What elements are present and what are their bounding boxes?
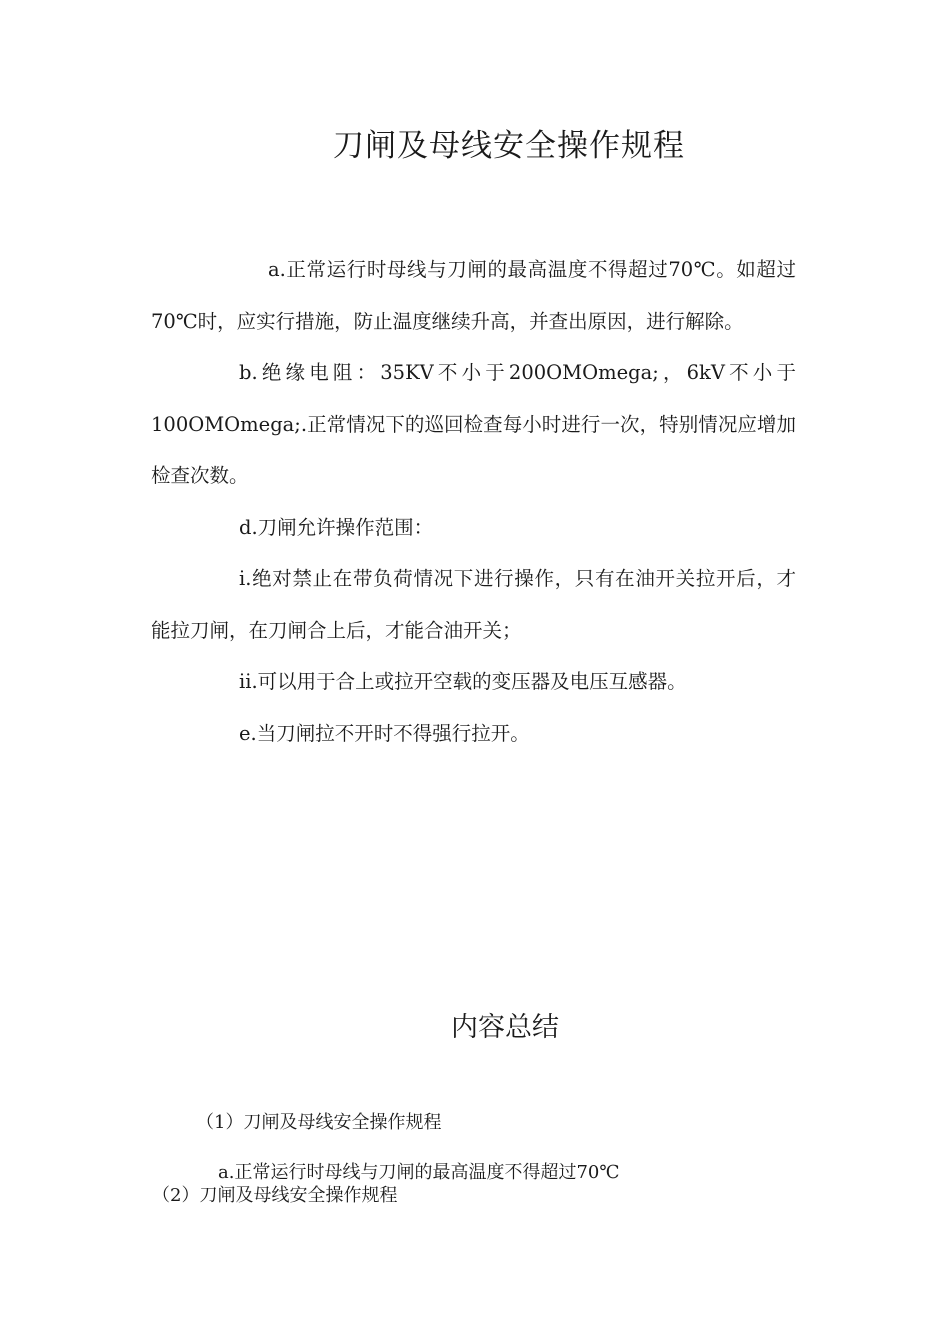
paragraph-d-i: i.绝对禁止在带负荷情况下进行操作，只有在油开关拉开后，才能拉刀闸，在刀闸合上后，才能合油开关； bbox=[151, 567, 796, 642]
document-body bbox=[151, 244, 796, 759]
paragraph-a: a.正常运行时母线与刀闸的最高温度不得超过70℃。如超过70℃时，应实行措施，防止温度继续升高，并查出原因，进行解除。 bbox=[151, 258, 796, 333]
summary-item-1: （1）刀闸及母线安全操作规程 bbox=[196, 1112, 442, 1133]
paragraph-d: d.刀闸允许操作范围： bbox=[239, 515, 434, 539]
summary-item-3: （2）刀闸及母线安全操作规程 bbox=[152, 1185, 398, 1206]
summary-title: 内容总结 bbox=[451, 1012, 559, 1043]
paragraph-d-ii: ii.可以用于合上或拉开空载的变压器及电压互感器。 bbox=[239, 670, 687, 693]
document-title: 刀闸及母线安全操作规程 bbox=[333, 128, 685, 164]
paragraph-b: b.绝缘电阻：35KV不小于200OMOmega;，6kV不小于100OMOmega;.正常情况下的巡回检查每小时进行一次，特别情况应增加检查次数。 bbox=[151, 361, 796, 487]
summary-item-2: a.正常运行时母线与刀闸的最高温度不得超过70℃ bbox=[218, 1162, 620, 1183]
paragraph-e: e.当刀闸拉不开时不得强行拉开。 bbox=[239, 721, 530, 745]
